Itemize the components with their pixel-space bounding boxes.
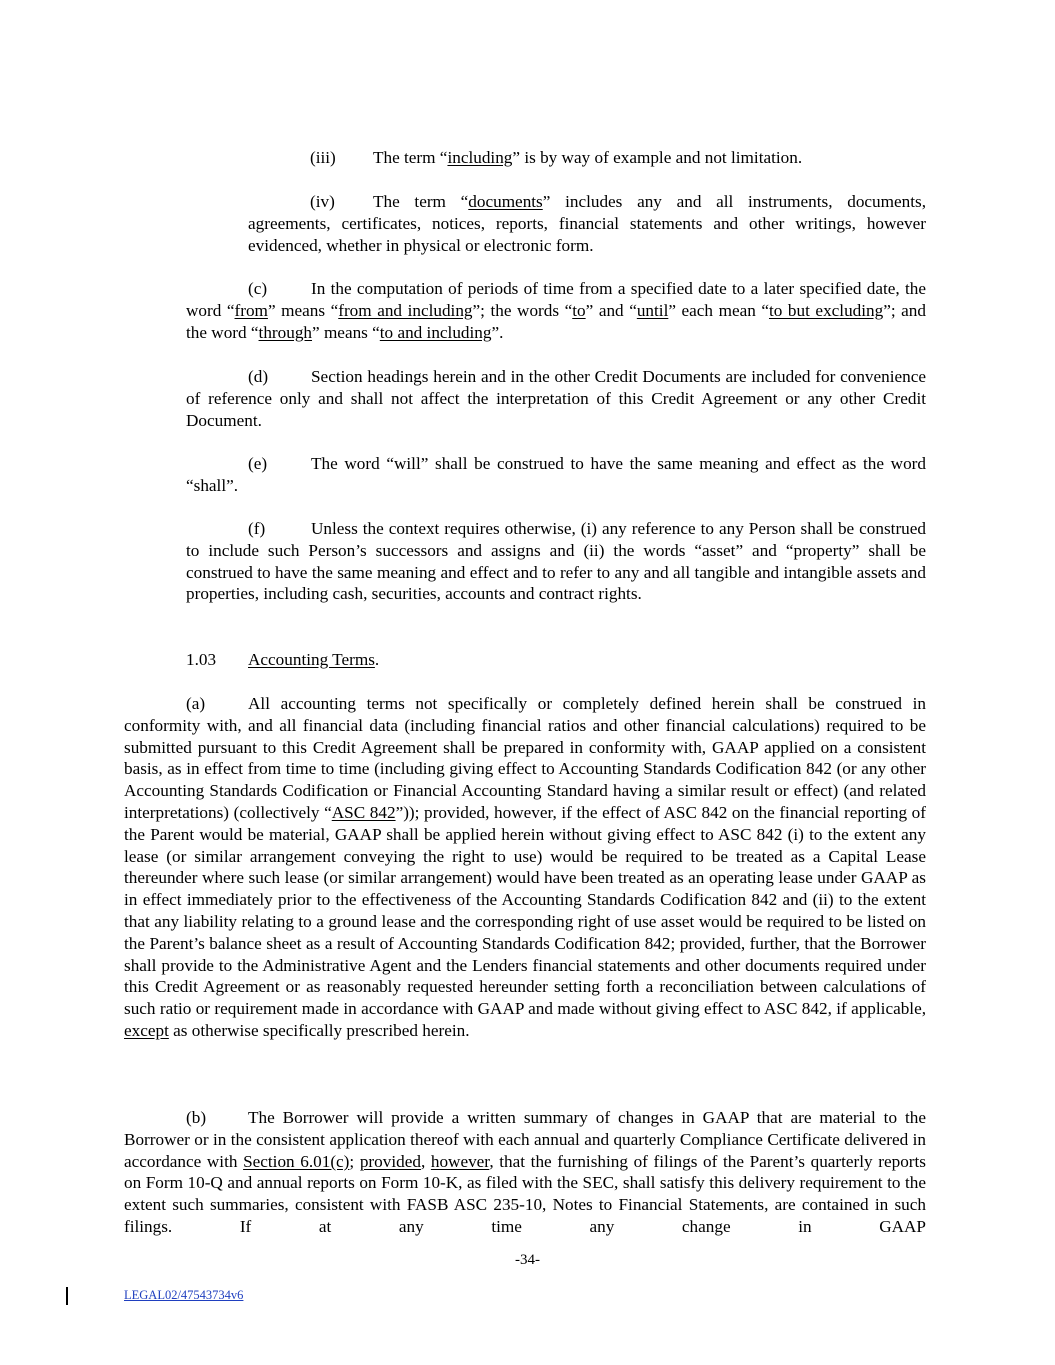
section-number: 1.03: [186, 650, 217, 669]
section-reference: Section 6.01(c): [243, 1151, 350, 1171]
clause-label: (a): [186, 694, 206, 713]
clause-label: (iii): [310, 148, 336, 167]
clause-label: (d): [248, 367, 269, 386]
clause-b: (b) The Borrower will provide a written summary of changes in GAAP that are material to the Borrower or in the consistent application thereof with each annual and quarterly Compliance Certificate delivered in accordance with Section 6.01(c); provided, however, that the furnishing of filings of the Parent’s quarterly reports on Form 10-Q and annual reports on Form 10-K, as filed with the SEC, shall satisfy this delivery requirement to the extent such summaries, consistent with FASB ASC 235-10, Notes to Financial Statements, are contained in such filings. If at any time any change in GAAP: [124, 1108, 926, 1236]
document-id-link[interactable]: LEGAL02/47543734v6: [124, 1288, 244, 1302]
clause-label: (f): [248, 519, 266, 538]
clause-label: (iv): [310, 192, 335, 211]
defined-term: including: [447, 148, 513, 167]
section-heading: 1.03 Accounting Terms.: [186, 650, 380, 669]
section-title: Accounting Terms: [248, 650, 375, 669]
clause-d: (d) Section headings herein and in the other Credit Documents are included for convenience of reference only and shall not affect the interpretation of this Credit Agreement or any other Credit Document.: [186, 367, 926, 430]
clause-iii: (iii) The term “including” is by way of example and not limitation.: [310, 148, 803, 167]
clause-label: (e): [248, 454, 268, 473]
clause-iv: (iv) The term “documents” includes any and all instruments, documents, agreements, certificates, notices, reports, financial statements and other writings, however evidenced, whether in physical or electronic form.: [248, 192, 926, 255]
clause-c: (c) In the computation of periods of time from a specified date to a later specified date, the word “from” means “from and including”; the words “to” and “until” each mean “to but excluding”; and the word “through” means “to and including”.: [186, 279, 926, 342]
defined-term: ASC 842: [331, 802, 396, 822]
page-number: -34-: [515, 1252, 540, 1268]
clause-f: (f) Unless the context requires otherwise, (i) any reference to any Person shall be construed to include such Person’s successors and assigns and (ii) the words “asset” and “property” shall be construed to have the same meaning and effect and to refer to any and all tangible and intangible assets and properties, including cash, securities, accounts and contract rights.: [186, 519, 926, 604]
clause-label: (b): [186, 1108, 207, 1127]
defined-term: documents: [468, 192, 543, 211]
clause-e: (e) The word “will” shall be construed to have the same meaning and effect as the word “shall”.: [186, 454, 926, 495]
clause-a: (a) All accounting terms not specifically or completely defined herein shall be construed in conformity with, and all financial data (including financial ratios and other financial calculations) required to be submitted pursuant to this Credit Agreement shall be prepared in conformity with, GAAP applied on a consistent basis, as in effect from time to time (including giving effect to Accounting Standards Codification 842 (or any other Accounting Standards Codification or Financial Accounting Standard having a similar result or effect) (and related interpretations) (collectively “ASC 842”)); provided, however, if the effect of ASC 842 on the financial reporting of the Parent would be material, GAAP shall be applied herein without giving effect to ASC 842 (i) to the extent any lease (or similar arrangement conveying the right to use) would be required to be treated as a Capital Lease thereunder where such lease (or similar arrangement) would have been treated as an operating lease under GAAP as in effect immediately prior to the effectiveness of the Accounting Standards Codification 842 and (ii) to the extent that any liability relating to a ground lease and the corresponding right of use asset would be required to be listed on the Parent’s balance sheet as a result of Accounting Standards Codification 842; provided, further, that the Borrower shall provide to the Administrative Agent and the Lenders financial statements and other documents required under this Credit Agreement or as reasonably requested hereunder setting forth a reconciliation between calculations of such ratio or requirement made in accordance with GAAP and made without giving effect to ASC 842, if applicable, except as otherwise specifically prescribed herein.: [124, 694, 926, 1040]
clause-label: (c): [248, 279, 268, 298]
change-bar: [66, 1287, 68, 1305]
